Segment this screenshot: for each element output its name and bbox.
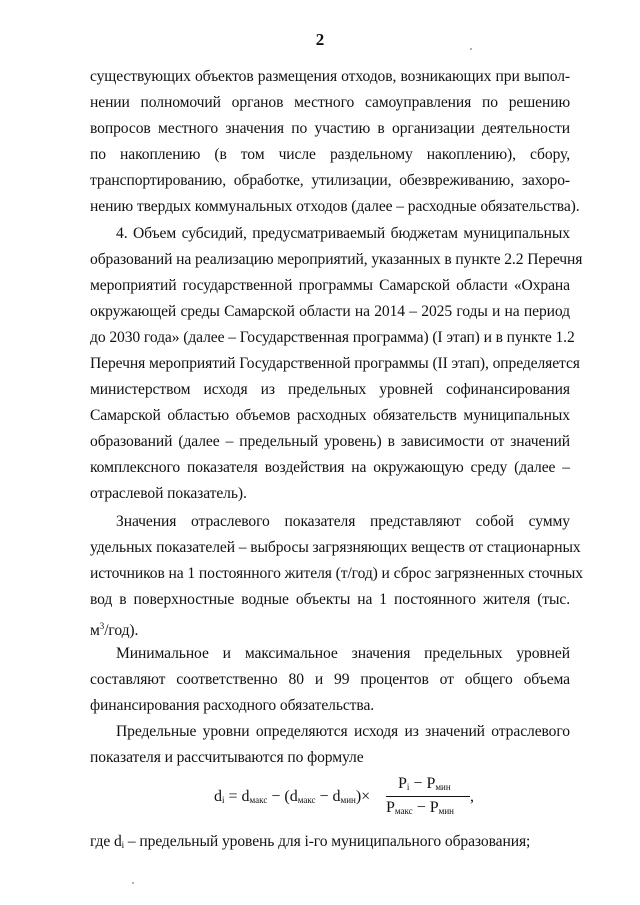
text-line: образований (далее – предельный уровень) в зависимости от значений	[90, 433, 570, 450]
page-number: 2	[315, 30, 325, 49]
fraction-bar	[386, 796, 470, 797]
text-line: финансирования расходного обязательства.	[90, 697, 375, 714]
paragraph-start: Предельные уровни определяются исходя из значений отраслевого	[116, 723, 570, 740]
text-line: вод в поверхностные водные объекты на 1 постоянного жителя (тыс.	[90, 591, 570, 608]
text-line: образований на реализацию мероприятий, указанных в пункте 2.2 Перечня	[90, 251, 583, 268]
scan-speck	[470, 48, 472, 50]
paragraph-4-start: 4. Объем субсидий, предусматриваемый бюджетам муниципальных	[116, 225, 570, 242]
text-line: нении полномочий органов местного самоуправления по решению	[90, 94, 570, 111]
text-line: удельных показателей – выбросы загрязняющих веществ от стационарных	[90, 539, 581, 556]
text-line: окружающей среды Самарской области на 2014 – 2025 годы и на период	[90, 303, 570, 320]
unit-base: м	[90, 622, 100, 639]
formula-denominator: $P_{макс} - P_{мин}$	[386, 799, 454, 816]
formula-comma: ,	[470, 788, 474, 805]
unit-rest: /год).	[104, 622, 139, 639]
text-line: отраслевой показатель).	[90, 485, 247, 502]
text-line: до 2030 года» (далее – Государственная программа) (I этап) и в пункте 1.2	[90, 329, 575, 346]
where-line: где $d_i$ – предельный уровень для i-го муниципального образования;	[90, 833, 531, 850]
text-line: по накоплению (в том числе раздельному накоплению), сбору,	[90, 146, 570, 163]
text-line: существующих объектов размещения отходов, возникающих при выпол-	[90, 68, 570, 85]
text-line: министерством исходя из предельных уровней софинансирования	[90, 381, 570, 398]
formula-numerator: $P_i - P_{мин}$	[398, 775, 451, 792]
text-line: нению твердых коммунальных отходов (далее – расходные обязательства).	[90, 198, 580, 215]
text-line	[90, 617, 570, 640]
text-line: составляют соответственно 80 и 99 процентов от общего объема	[90, 671, 570, 688]
text-line: показателя и рассчитываются по формуле	[90, 749, 364, 766]
text-line: транспортированию, обработке, утилизации, обезвреживанию, захоро-	[90, 172, 570, 189]
text-line: мероприятий государственной программы Самарской области «Охрана	[90, 277, 570, 294]
formula	[214, 775, 474, 821]
formula-lhs: $d_i = d_{макс} - (d_{макс} - d_{мин})\times$	[214, 788, 371, 805]
text-line: Перечня мероприятий Государственной программы (II этап), определяется	[90, 355, 580, 372]
text-line: вопросов местного значения по участию в организации деятельности	[90, 120, 570, 137]
paragraph-start: Значения отраслевого показателя представляют собой сумму	[116, 513, 570, 530]
scan-speck	[132, 882, 134, 884]
text-line: комплексного показателя воздействия на окружающую среду (далее –	[90, 459, 570, 476]
text-line: источников на 1 постоянного жителя (т/год) и сброс загрязненных сточных	[90, 565, 583, 582]
text-line: Самарской областью объемов расходных обязательств муниципальных	[90, 407, 570, 424]
paragraph-start: Минимальное и максимальное значения предельных уровней	[116, 645, 570, 662]
unit-exponent: 3	[99, 621, 105, 631]
